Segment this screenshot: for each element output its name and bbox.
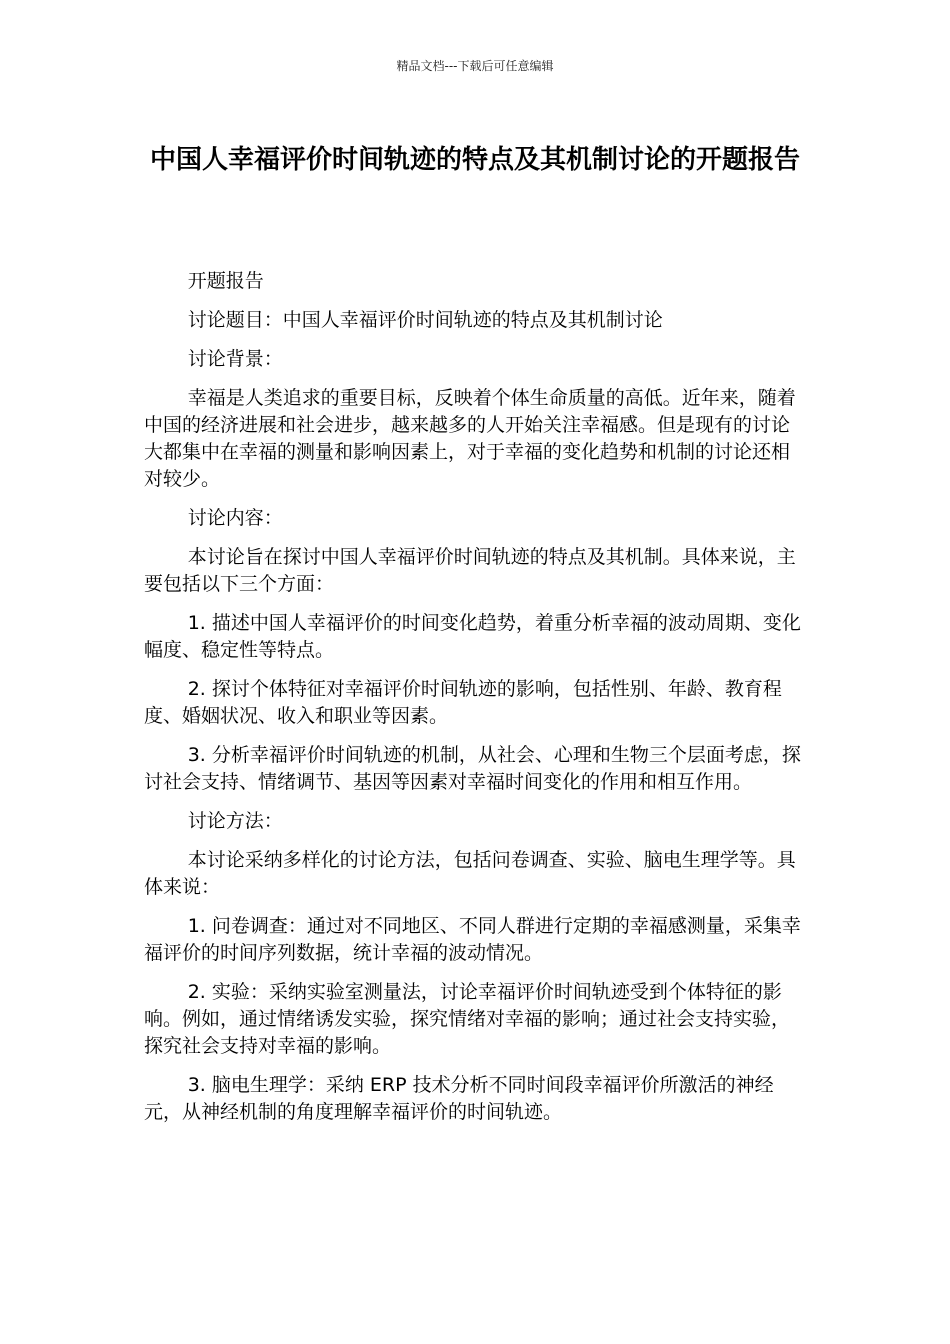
paragraph-background: 幸福是人类追求的重要目标，反映着个体生命质量的高低。近年来，随着中国的经济进展和社会进步，越来越多的人开始关注幸福感。但是现有的讨论大都集中在幸福的测量和影响因素上，对于幸福的变化趋势和机制的讨论还相对较少。 — [144, 387, 796, 490]
header-note: 精品文档---下载后可任意编辑 — [396, 59, 554, 73]
heading-background: 讨论背景： — [187, 348, 283, 370]
paragraph-topic: 讨论题目：中国人幸福评价时间轨迹的特点及其机制讨论 — [187, 309, 663, 331]
paragraph-report-label: 开题报告 — [187, 270, 264, 292]
list-item-method-3: 3. 脑电生理学：采纳 ERP 技术分析不同时间段幸福评价所激活的神经元，从神经机制的角度理解幸福评价的时间轨迹。 — [144, 1074, 774, 1123]
paragraph-methods-intro: 本讨论采纳多样化的讨论方法，包括问卷调查、实验、脑电生理学等。具体来说： — [144, 849, 796, 898]
document-body — [144, 268, 808, 1138]
list-item-content-1: 1. 描述中国人幸福评价的时间变化趋势，着重分析幸福的波动周期、变化幅度、稳定性等特点。 — [144, 612, 801, 661]
list-item-method-2: 2. 实验：采纳实验室测量法，讨论幸福评价时间轨迹受到个体特征的影响。例如，通过情绪诱发实验，探究情绪对幸福的影响；通过社会支持实验，探究社会支持对幸福的影响。 — [144, 981, 791, 1057]
paragraph-content-intro: 本讨论旨在探讨中国人幸福评价时间轨迹的特点及其机制。具体来说，主要包括以下三个方面： — [144, 546, 796, 595]
document-title: 中国人幸福评价时间轨迹的特点及其机制讨论的开题报告 — [149, 145, 800, 175]
list-item-method-1: 1. 问卷调查：通过对不同地区、不同人群进行定期的幸福感测量，采集幸福评价的时间序列数据，统计幸福的波动情况。 — [144, 915, 801, 964]
heading-content: 讨论内容： — [187, 507, 283, 529]
heading-methods: 讨论方法： — [187, 810, 283, 832]
list-item-content-3: 3. 分析幸福评价时间轨迹的机制，从社会、心理和生物三个层面考虑，探讨社会支持、情绪调节、基因等因素对幸福时间变化的作用和相互作用。 — [144, 744, 801, 793]
list-item-content-2: 2. 探讨个体特征对幸福评价时间轨迹的影响，包括性别、年龄、教育程度、婚姻状况、收入和职业等因素。 — [144, 678, 782, 727]
